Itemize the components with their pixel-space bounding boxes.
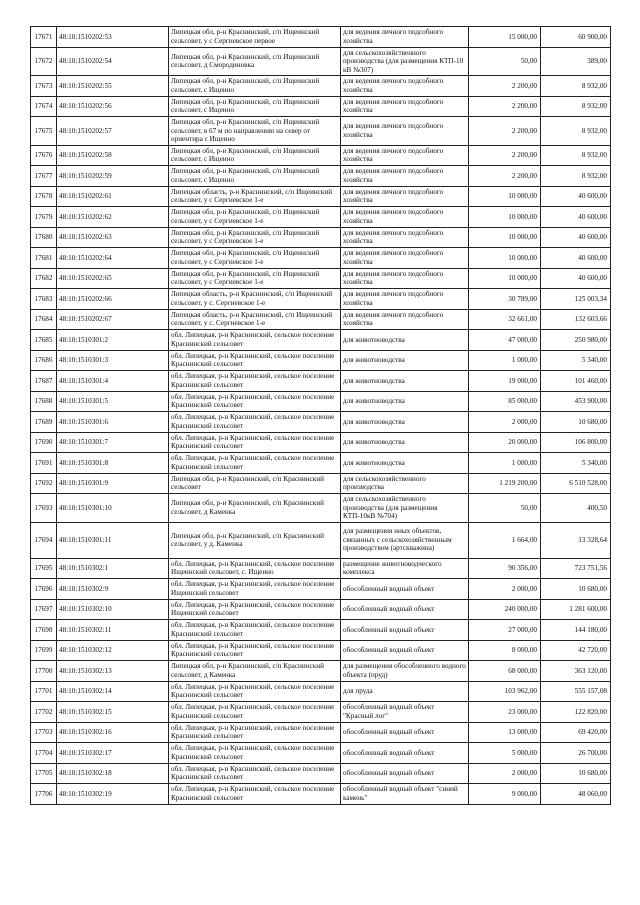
- table-row: [31, 494, 611, 523]
- table-row: [31, 681, 611, 702]
- cadastral-value-cell: 122 820,00: [541, 702, 611, 723]
- cadastral-value-cell: 42 720,00: [541, 640, 611, 661]
- cadastral-number-cell: 48:10:1510202:56: [57, 96, 169, 117]
- permitted-use-cell: обособленный водный объект: [341, 599, 469, 620]
- area-cell: 20 000,00: [469, 432, 541, 453]
- area-cell: 9 000,00: [469, 784, 541, 805]
- cadastral-number-cell: 48:10:1510202:62: [57, 207, 169, 228]
- table-row: [31, 145, 611, 166]
- area-cell: 19 000,00: [469, 371, 541, 392]
- area-cell: 85 000,00: [469, 391, 541, 412]
- address-cell: Липецкая обл, р-н Краснинский, с/п Ищеинский сельсовет, у с Сергиевское 1-е: [169, 227, 341, 248]
- area-cell: 2 200,00: [469, 117, 541, 146]
- cadastral-number-cell: 48:10:1510302:9: [57, 579, 169, 600]
- table-row: [31, 412, 611, 433]
- cadastral-number-cell: 48:10:1510302:14: [57, 681, 169, 702]
- row-number-cell: 17689: [31, 412, 57, 433]
- cadastral-value-cell: 1 281 600,00: [541, 599, 611, 620]
- permitted-use-cell: для ведения личного подсобного хозяйства: [341, 309, 469, 330]
- cadastral-value-cell: 250 980,00: [541, 330, 611, 351]
- row-number-cell: 17675: [31, 117, 57, 146]
- cadastral-value-cell: 144 180,00: [541, 620, 611, 641]
- table-row: [31, 522, 611, 558]
- cadastral-number-cell: 48:10:1510301:7: [57, 432, 169, 453]
- cadastral-value-cell: 69 420,00: [541, 722, 611, 743]
- row-number-cell: 17686: [31, 350, 57, 371]
- cadastral-number-cell: 48:10:1510301:10: [57, 494, 169, 523]
- row-number-cell: 17682: [31, 268, 57, 289]
- permitted-use-cell: для ведения личного подсобного хозяйства: [341, 76, 469, 97]
- permitted-use-cell: обособленный водный объект: [341, 743, 469, 764]
- row-number-cell: 17702: [31, 702, 57, 723]
- address-cell: Липецкая обл, р-н Краснинский, с/п Ищеинский сельсовет, у с Сергиевское 1-е: [169, 207, 341, 228]
- area-cell: 50,00: [469, 494, 541, 523]
- permitted-use-cell: для животноводства: [341, 453, 469, 474]
- row-number-cell: 17677: [31, 166, 57, 187]
- address-cell: обл. Липецкая, р-н Краснинский, сельское поселение Краснинский сельсовет: [169, 432, 341, 453]
- permitted-use-cell: для ведения личного подсобного хозяйства: [341, 248, 469, 269]
- cadastral-number-cell: 48:10:1510301:4: [57, 371, 169, 392]
- table-row: [31, 453, 611, 474]
- cadastral-number-cell: 48:10:1510302:17: [57, 743, 169, 764]
- table-row: [31, 330, 611, 351]
- cadastral-number-cell: 48:10:1510302:15: [57, 702, 169, 723]
- cadastral-value-cell: 363 120,00: [541, 661, 611, 682]
- cadastral-number-cell: 48:10:1510301:5: [57, 391, 169, 412]
- cadastral-number-cell: 48:10:1510302:16: [57, 722, 169, 743]
- row-number-cell: 17679: [31, 207, 57, 228]
- cadastral-value-cell: 8 932,00: [541, 96, 611, 117]
- cadastral-number-cell: 48:10:1510301:9: [57, 473, 169, 494]
- row-number-cell: 17693: [31, 494, 57, 523]
- cadastral-number-cell: 48:10:1510302:13: [57, 661, 169, 682]
- permitted-use-cell: для пруда: [341, 681, 469, 702]
- address-cell: обл. Липецкая, р-н Краснинский, сельское поселение Краснинский сельсовет: [169, 350, 341, 371]
- cadastral-number-cell: 48:10:1510302:1: [57, 558, 169, 579]
- row-number-cell: 17674: [31, 96, 57, 117]
- address-cell: обл. Липецкая, р-н Краснинский, сельское поселение Ищеинский сельсовет: [169, 599, 341, 620]
- area-cell: 23 000,00: [469, 702, 541, 723]
- area-cell: 32 661,00: [469, 309, 541, 330]
- row-number-cell: 17687: [31, 371, 57, 392]
- cadastral-number-cell: 48:10:1510301:8: [57, 453, 169, 474]
- row-number-cell: 17701: [31, 681, 57, 702]
- area-cell: 1 664,00: [469, 522, 541, 558]
- cadastral-number-cell: 48:10:1510301:3: [57, 350, 169, 371]
- address-cell: обл. Липецкая, р-н Краснинский, сельское поселение Краснинский сельсовет: [169, 681, 341, 702]
- permitted-use-cell: для животноводства: [341, 391, 469, 412]
- permitted-use-cell: для ведения личного подсобного хозяйства: [341, 27, 469, 48]
- area-cell: 15 000,00: [469, 27, 541, 48]
- address-cell: обл. Липецкая, р-н Краснинский, сельское поселение Краснинский сельсовет: [169, 330, 341, 351]
- address-cell: Липецкая обл, р-н Краснинский, с/п Ищеинский сельсовет, с Ищеино: [169, 76, 341, 97]
- table-row: [31, 722, 611, 743]
- cadastral-number-cell: 48:10:1510302:18: [57, 763, 169, 784]
- table-row: [31, 186, 611, 207]
- row-number-cell: 17673: [31, 76, 57, 97]
- row-number-cell: 17700: [31, 661, 57, 682]
- permitted-use-cell: обособленный водный объект: [341, 579, 469, 600]
- cadastral-value-cell: 60 900,00: [541, 27, 611, 48]
- table-row: [31, 620, 611, 641]
- permitted-use-cell: обособленный водный объект "синий камень": [341, 784, 469, 805]
- address-cell: обл. Липецкая, р-н Краснинский, сельское поселение Краснинский сельсовет: [169, 453, 341, 474]
- cadastral-value-cell: 389,00: [541, 47, 611, 76]
- cadastral-value-cell: 5 340,00: [541, 453, 611, 474]
- cadastral-number-cell: 48:10:1510202:53: [57, 27, 169, 48]
- table-row: [31, 96, 611, 117]
- area-cell: 2 000,00: [469, 412, 541, 433]
- table-body: [31, 27, 611, 805]
- address-cell: обл. Липецкая, р-н Краснинский, сельское поселение Краснинский сельсовет: [169, 371, 341, 392]
- address-cell: Липецкая обл, р-н Краснинский, с/п Ищеинский сельсовет, с Ищеино: [169, 145, 341, 166]
- permitted-use-cell: для животноводства: [341, 330, 469, 351]
- row-number-cell: 17705: [31, 763, 57, 784]
- permitted-use-cell: для размещения обособленного водного объекта (пруд): [341, 661, 469, 682]
- table-row: [31, 579, 611, 600]
- area-cell: 10 000,00: [469, 186, 541, 207]
- cadastral-value-cell: 40 600,00: [541, 248, 611, 269]
- table-row: [31, 702, 611, 723]
- address-cell: Липецкая обл, р-н Краснинский, с/п Краснинский сельсовет, д Каменка: [169, 494, 341, 523]
- permitted-use-cell: для ведения личного подсобного хозяйства: [341, 207, 469, 228]
- document-page: [30, 26, 611, 805]
- permitted-use-cell: обособленный водный объект: [341, 722, 469, 743]
- table-row: [31, 432, 611, 453]
- area-cell: 13 000,00: [469, 722, 541, 743]
- area-cell: 30 789,00: [469, 289, 541, 310]
- area-cell: 10 000,00: [469, 207, 541, 228]
- cadastral-number-cell: 48:10:1510302:10: [57, 599, 169, 620]
- address-cell: обл. Липецкая, р-н Краснинский, сельское поселение Краснинский сельсовет: [169, 784, 341, 805]
- row-number-cell: 17680: [31, 227, 57, 248]
- permitted-use-cell: для животноводства: [341, 371, 469, 392]
- table-row: [31, 268, 611, 289]
- area-cell: 10 000,00: [469, 268, 541, 289]
- address-cell: Липецкая область, р-н Краснинский, с/п Ищеинский сельсовет, у с Сергиевское 1-е: [169, 186, 341, 207]
- row-number-cell: 17688: [31, 391, 57, 412]
- table-row: [31, 166, 611, 187]
- address-cell: обл. Липецкая, р-н Краснинский, сельское поселение Краснинский сельсовет: [169, 702, 341, 723]
- address-cell: Липецкая обл, р-н Краснинский, с/п Ищеинский сельсовет, с Ищеино: [169, 96, 341, 117]
- table-row: [31, 27, 611, 48]
- cadastral-number-cell: 48:10:1510302:11: [57, 620, 169, 641]
- area-cell: 10 000,00: [469, 248, 541, 269]
- row-number-cell: 17672: [31, 47, 57, 76]
- cadastral-value-cell: 132 603,66: [541, 309, 611, 330]
- cadastral-value-cell: 8 932,00: [541, 117, 611, 146]
- table-row: [31, 117, 611, 146]
- permitted-use-cell: обособленный водный объект: [341, 763, 469, 784]
- row-number-cell: 17681: [31, 248, 57, 269]
- cadastral-value-cell: 40 600,00: [541, 268, 611, 289]
- cadastral-number-cell: 48:10:1510202:66: [57, 289, 169, 310]
- permitted-use-cell: для размещения иных объектов, связанных с сельскохозяйственным производством (артскважина): [341, 522, 469, 558]
- cadastral-value-cell: 40 600,00: [541, 227, 611, 248]
- address-cell: обл. Липецкая, р-н Краснинский, сельское поселение Краснинский сельсовет: [169, 722, 341, 743]
- row-number-cell: 17697: [31, 599, 57, 620]
- row-number-cell: 17699: [31, 640, 57, 661]
- row-number-cell: 17694: [31, 522, 57, 558]
- cadastral-value-cell: 10 680,00: [541, 763, 611, 784]
- address-cell: обл. Липецкая, р-н Краснинский, сельское поселение Краснинский сельсовет: [169, 640, 341, 661]
- table-row: [31, 76, 611, 97]
- permitted-use-cell: обособленный водный объект: [341, 640, 469, 661]
- permitted-use-cell: для ведения личного подсобного хозяйства: [341, 186, 469, 207]
- land-plots-table: [30, 26, 611, 805]
- cadastral-number-cell: 48:10:1510302:19: [57, 784, 169, 805]
- cadastral-value-cell: 40 600,00: [541, 186, 611, 207]
- cadastral-value-cell: 101 460,00: [541, 371, 611, 392]
- cadastral-number-cell: 48:10:1510301:2: [57, 330, 169, 351]
- cadastral-value-cell: 10 680,00: [541, 412, 611, 433]
- address-cell: Липецкая обл, р-н Краснинский, с/п Ищеинский сельсовет, в 67 м по направлению на север от ориентира с Ищеино: [169, 117, 341, 146]
- area-cell: 10 000,00: [469, 227, 541, 248]
- row-number-cell: 17706: [31, 784, 57, 805]
- permitted-use-cell: для ведения личного подсобного хозяйства: [341, 96, 469, 117]
- address-cell: обл. Липецкая, р-н Краснинский, сельское поселение Краснинский сельсовет: [169, 763, 341, 784]
- row-number-cell: 17691: [31, 453, 57, 474]
- cadastral-value-cell: 400,50: [541, 494, 611, 523]
- area-cell: 103 962,00: [469, 681, 541, 702]
- cadastral-value-cell: 125 003,34: [541, 289, 611, 310]
- cadastral-number-cell: 48:10:1510301:11: [57, 522, 169, 558]
- area-cell: 1 000,00: [469, 350, 541, 371]
- table-row: [31, 784, 611, 805]
- area-cell: 2 200,00: [469, 166, 541, 187]
- area-cell: 90 356,00: [469, 558, 541, 579]
- cadastral-value-cell: 10 680,00: [541, 579, 611, 600]
- cadastral-value-cell: 453 900,00: [541, 391, 611, 412]
- address-cell: Липецкая область, р-н Краснинский, с/п Ищеинский сельсовет, у с. Сергиевское 1-е: [169, 289, 341, 310]
- table-row: [31, 391, 611, 412]
- row-number-cell: 17671: [31, 27, 57, 48]
- area-cell: 1 000,00: [469, 453, 541, 474]
- table-row: [31, 248, 611, 269]
- cadastral-number-cell: 48:10:1510202:61: [57, 186, 169, 207]
- address-cell: обл. Липецкая, р-н Краснинский, сельское поселение Краснинский сельсовет: [169, 620, 341, 641]
- area-cell: 2 000,00: [469, 763, 541, 784]
- permitted-use-cell: для сельскохозяйственного производства (для размещения КТП-10 кВ №307): [341, 47, 469, 76]
- permitted-use-cell: для ведения личного подсобного хозяйства: [341, 145, 469, 166]
- address-cell: обл. Липецкая, р-н Краснинский, сельское поселение Краснинский сельсовет: [169, 391, 341, 412]
- row-number-cell: 17690: [31, 432, 57, 453]
- row-number-cell: 17683: [31, 289, 57, 310]
- cadastral-number-cell: 48:10:1510202:54: [57, 47, 169, 76]
- table-row: [31, 371, 611, 392]
- address-cell: обл. Липецкая, р-н Краснинский, сельское поселение Ищеинский сельсовет: [169, 579, 341, 600]
- row-number-cell: 17704: [31, 743, 57, 764]
- cadastral-number-cell: 48:10:1510301:6: [57, 412, 169, 433]
- area-cell: 1 219 200,00: [469, 473, 541, 494]
- address-cell: Липецкая обл, р-н Краснинский, с/п Ищеинский сельсовет, д Смородиновка: [169, 47, 341, 76]
- permitted-use-cell: для ведения личного подсобного хозяйства: [341, 117, 469, 146]
- area-cell: 240 000,00: [469, 599, 541, 620]
- permitted-use-cell: размещение животноводческого комплекса: [341, 558, 469, 579]
- cadastral-value-cell: 5 340,00: [541, 350, 611, 371]
- address-cell: обл. Липецкая, р-н Краснинский, сельское поселение Краснинский сельсовет: [169, 743, 341, 764]
- address-cell: Липецкая обл, р-н Краснинский, с/п Ищеинский сельсовет, у с Сергиевское 1-е: [169, 268, 341, 289]
- table-row: [31, 661, 611, 682]
- area-cell: 2 000,00: [469, 579, 541, 600]
- address-cell: Липецкая обл, р-н Краснинский, с/п Краснинский сельсовет, д Каменка: [169, 661, 341, 682]
- area-cell: 50,00: [469, 47, 541, 76]
- cadastral-value-cell: 6 510 528,00: [541, 473, 611, 494]
- permitted-use-cell: для животноводства: [341, 412, 469, 433]
- permitted-use-cell: обособленный водный объект: [341, 620, 469, 641]
- table-row: [31, 227, 611, 248]
- permitted-use-cell: для сельскохозяйственного производства (для размещения КТП-10кВ №704): [341, 494, 469, 523]
- cadastral-number-cell: 48:10:1510202:64: [57, 248, 169, 269]
- permitted-use-cell: для сельскохозяйственного производства: [341, 473, 469, 494]
- cadastral-number-cell: 48:10:1510202:57: [57, 117, 169, 146]
- table-row: [31, 207, 611, 228]
- permitted-use-cell: для животноводства: [341, 432, 469, 453]
- cadastral-value-cell: 555 157,08: [541, 681, 611, 702]
- address-cell: обл. Липецкая, р-н Краснинский, сельское поселение Краснинский сельсовет: [169, 412, 341, 433]
- cadastral-value-cell: 13 328,64: [541, 522, 611, 558]
- cadastral-number-cell: 48:10:1510302:12: [57, 640, 169, 661]
- table-row: [31, 289, 611, 310]
- cadastral-value-cell: 48 060,00: [541, 784, 611, 805]
- cadastral-value-cell: 8 932,00: [541, 166, 611, 187]
- cadastral-number-cell: 48:10:1510202:65: [57, 268, 169, 289]
- row-number-cell: 17698: [31, 620, 57, 641]
- area-cell: 2 200,00: [469, 76, 541, 97]
- permitted-use-cell: для ведения личного подсобного хозяйства: [341, 289, 469, 310]
- area-cell: 2 200,00: [469, 145, 541, 166]
- cadastral-number-cell: 48:10:1510202:55: [57, 76, 169, 97]
- area-cell: 47 000,00: [469, 330, 541, 351]
- row-number-cell: 17696: [31, 579, 57, 600]
- area-cell: 68 000,00: [469, 661, 541, 682]
- address-cell: Липецкая обл, р-н Краснинский, с/п Ищеинский сельсовет, у с Сергиевское 1-е: [169, 248, 341, 269]
- area-cell: 5 000,00: [469, 743, 541, 764]
- table-row: [31, 558, 611, 579]
- area-cell: 27 000,00: [469, 620, 541, 641]
- cadastral-value-cell: 723 751,56: [541, 558, 611, 579]
- table-row: [31, 47, 611, 76]
- address-cell: обл. Липецкая, р-н Краснинский, сельское поселение Ищеинский сельсовет, с. Ищеино: [169, 558, 341, 579]
- table-row: [31, 743, 611, 764]
- permitted-use-cell: для ведения личного подсобного хозяйства: [341, 166, 469, 187]
- permitted-use-cell: для ведения личного подсобного хозяйства: [341, 227, 469, 248]
- cadastral-value-cell: 40 600,00: [541, 207, 611, 228]
- cadastral-number-cell: 48:10:1510202:63: [57, 227, 169, 248]
- cadastral-value-cell: 8 932,00: [541, 76, 611, 97]
- table-row: [31, 350, 611, 371]
- table-row: [31, 473, 611, 494]
- row-number-cell: 17676: [31, 145, 57, 166]
- table-row: [31, 309, 611, 330]
- address-cell: Липецкая обл, р-н Краснинский, с/п Ищеинский сельсовет, с Ищеино: [169, 166, 341, 187]
- area-cell: 2 200,00: [469, 96, 541, 117]
- cadastral-number-cell: 48:10:1510202:67: [57, 309, 169, 330]
- row-number-cell: 17703: [31, 722, 57, 743]
- cadastral-value-cell: 26 700,00: [541, 743, 611, 764]
- row-number-cell: 17685: [31, 330, 57, 351]
- permitted-use-cell: для ведения личного подсобного хозяйства: [341, 268, 469, 289]
- address-cell: Липецкая обл, р-н Краснинский, с/п Краснинский сельсовет, у д. Каменка: [169, 522, 341, 558]
- address-cell: Липецкая обл, р-н Краснинский, с/п Краснинский сельсовет: [169, 473, 341, 494]
- row-number-cell: 17678: [31, 186, 57, 207]
- cadastral-number-cell: 48:10:1510202:58: [57, 145, 169, 166]
- permitted-use-cell: обособленный водный объект "Красный лог": [341, 702, 469, 723]
- cadastral-value-cell: 8 932,00: [541, 145, 611, 166]
- address-cell: Липецкая область, р-н Краснинский, с/п Ищеинский сельсовет, у с. Сергиевское 1-е: [169, 309, 341, 330]
- table-row: [31, 640, 611, 661]
- cadastral-number-cell: 48:10:1510202:59: [57, 166, 169, 187]
- address-cell: Липецкая обл, р-н Краснинский, с/п Ищеинский сельсовет, у с Сергиевское первое: [169, 27, 341, 48]
- table-row: [31, 599, 611, 620]
- permitted-use-cell: для животноводства: [341, 350, 469, 371]
- area-cell: 8 000,00: [469, 640, 541, 661]
- row-number-cell: 17692: [31, 473, 57, 494]
- table-row: [31, 763, 611, 784]
- row-number-cell: 17684: [31, 309, 57, 330]
- row-number-cell: 17695: [31, 558, 57, 579]
- cadastral-value-cell: 106 800,00: [541, 432, 611, 453]
